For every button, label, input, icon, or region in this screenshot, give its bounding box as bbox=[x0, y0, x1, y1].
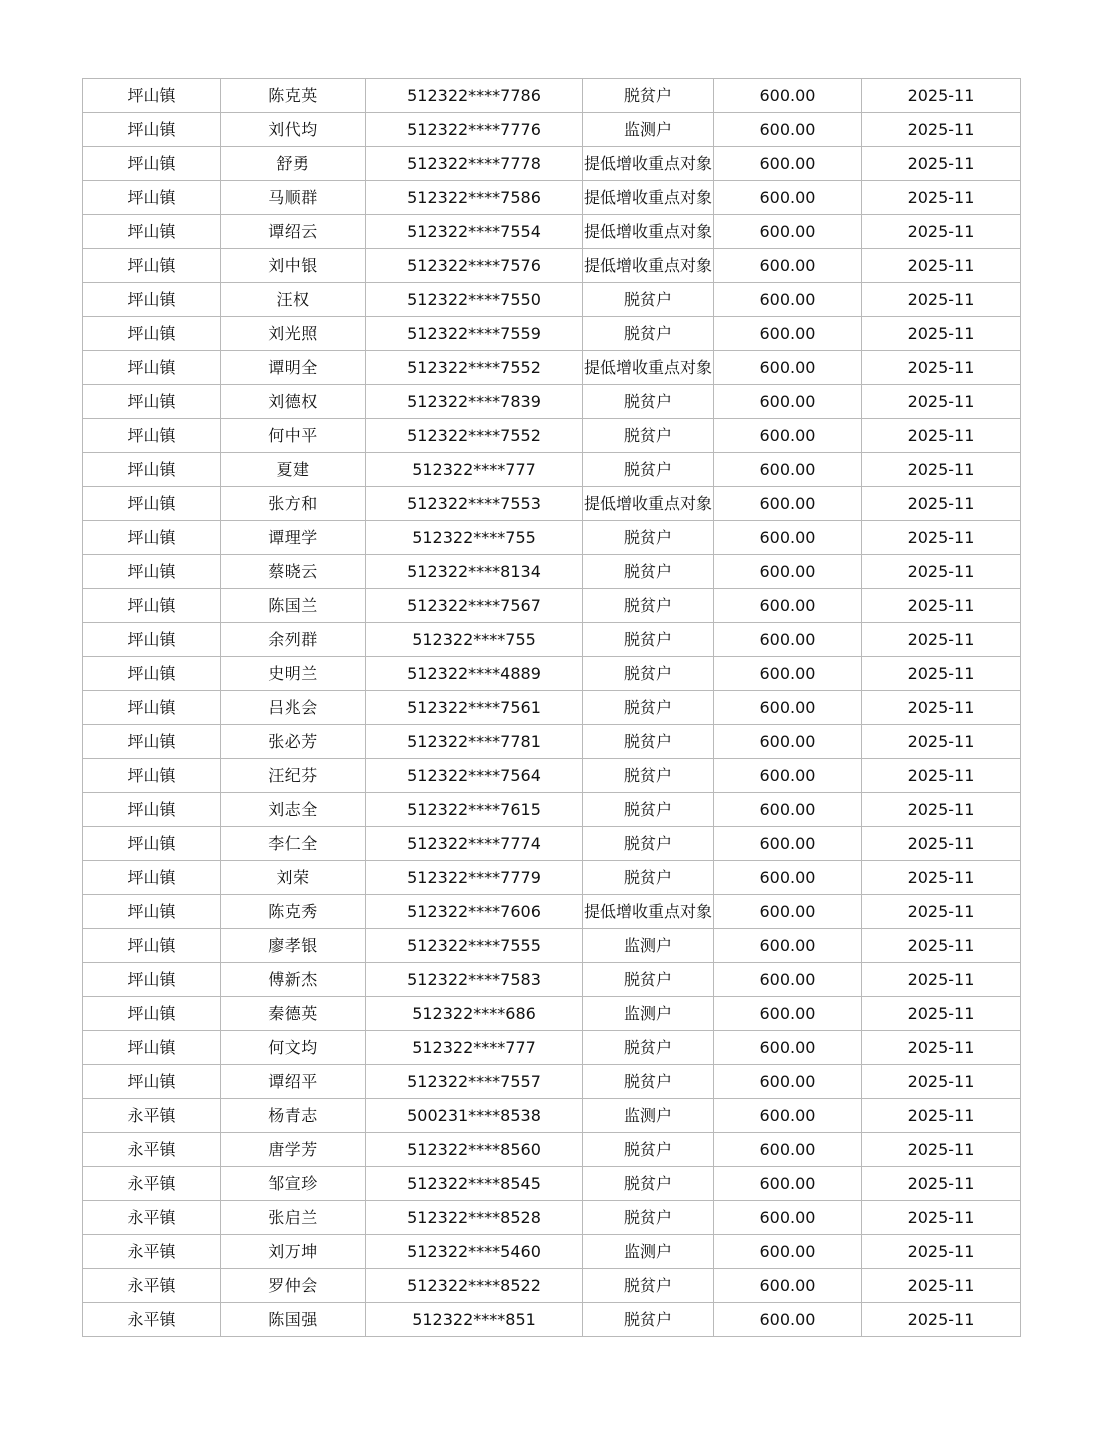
amount-cell: 600.00 bbox=[714, 759, 862, 793]
name-cell: 汪纪芬 bbox=[221, 759, 366, 793]
name-cell: 马顺群 bbox=[221, 181, 366, 215]
id-number-cell: 512322****777 bbox=[366, 453, 583, 487]
amount-cell: 600.00 bbox=[714, 1133, 862, 1167]
amount-cell: 600.00 bbox=[714, 147, 862, 181]
town-cell: 坪山镇 bbox=[83, 793, 221, 827]
name-cell: 汪权 bbox=[221, 283, 366, 317]
household-type-cell: 脱贫户 bbox=[583, 1303, 714, 1337]
period-cell: 2025-11 bbox=[862, 521, 1021, 555]
name-cell: 陈国强 bbox=[221, 1303, 366, 1337]
name-cell: 谭明全 bbox=[221, 351, 366, 385]
table-row bbox=[83, 215, 1021, 249]
amount-cell: 600.00 bbox=[714, 521, 862, 555]
period-cell: 2025-11 bbox=[862, 1031, 1021, 1065]
household-type-cell: 脱贫户 bbox=[583, 1133, 714, 1167]
amount-cell: 600.00 bbox=[714, 895, 862, 929]
amount-cell: 600.00 bbox=[714, 351, 862, 385]
id-number-cell: 512322****7564 bbox=[366, 759, 583, 793]
amount-cell: 600.00 bbox=[714, 1031, 862, 1065]
town-cell: 永平镇 bbox=[83, 1235, 221, 1269]
household-type-cell: 脱贫户 bbox=[583, 1031, 714, 1065]
name-cell: 邹宣珍 bbox=[221, 1167, 366, 1201]
period-cell: 2025-11 bbox=[862, 147, 1021, 181]
period-cell: 2025-11 bbox=[862, 1167, 1021, 1201]
name-cell: 罗仲会 bbox=[221, 1269, 366, 1303]
table-row bbox=[83, 589, 1021, 623]
name-cell: 谭理学 bbox=[221, 521, 366, 555]
table-row bbox=[83, 963, 1021, 997]
id-number-cell: 512322****7561 bbox=[366, 691, 583, 725]
period-cell: 2025-11 bbox=[862, 1201, 1021, 1235]
id-number-cell: 512322****7553 bbox=[366, 487, 583, 521]
period-cell: 2025-11 bbox=[862, 215, 1021, 249]
name-cell: 吕兆会 bbox=[221, 691, 366, 725]
amount-cell: 600.00 bbox=[714, 1099, 862, 1133]
amount-cell: 600.00 bbox=[714, 997, 862, 1031]
town-cell: 坪山镇 bbox=[83, 453, 221, 487]
amount-cell: 600.00 bbox=[714, 1201, 862, 1235]
household-type-cell: 脱贫户 bbox=[583, 1167, 714, 1201]
table-row bbox=[83, 725, 1021, 759]
id-number-cell: 512322****7776 bbox=[366, 113, 583, 147]
amount-cell: 600.00 bbox=[714, 385, 862, 419]
period-cell: 2025-11 bbox=[862, 827, 1021, 861]
table-row bbox=[83, 1065, 1021, 1099]
household-type-cell: 脱贫户 bbox=[583, 1201, 714, 1235]
table-row bbox=[83, 1031, 1021, 1065]
id-number-cell: 512322****8134 bbox=[366, 555, 583, 589]
table-row bbox=[83, 827, 1021, 861]
town-cell: 坪山镇 bbox=[83, 691, 221, 725]
amount-cell: 600.00 bbox=[714, 79, 862, 113]
name-cell: 杨青志 bbox=[221, 1099, 366, 1133]
id-number-cell: 512322****686 bbox=[366, 997, 583, 1031]
table-row bbox=[83, 1133, 1021, 1167]
table-row bbox=[83, 793, 1021, 827]
name-cell: 蔡晓云 bbox=[221, 555, 366, 589]
household-type-cell: 脱贫户 bbox=[583, 861, 714, 895]
table-row bbox=[83, 283, 1021, 317]
table-row bbox=[83, 929, 1021, 963]
town-cell: 坪山镇 bbox=[83, 351, 221, 385]
period-cell: 2025-11 bbox=[862, 623, 1021, 657]
town-cell: 坪山镇 bbox=[83, 963, 221, 997]
town-cell: 坪山镇 bbox=[83, 827, 221, 861]
table-row bbox=[83, 623, 1021, 657]
id-number-cell: 512322****7550 bbox=[366, 283, 583, 317]
amount-cell: 600.00 bbox=[714, 691, 862, 725]
id-number-cell: 512322****7559 bbox=[366, 317, 583, 351]
period-cell: 2025-11 bbox=[862, 861, 1021, 895]
id-number-cell: 512322****7586 bbox=[366, 181, 583, 215]
household-type-cell: 脱贫户 bbox=[583, 657, 714, 691]
period-cell: 2025-11 bbox=[862, 419, 1021, 453]
amount-cell: 600.00 bbox=[714, 113, 862, 147]
id-number-cell: 512322****8528 bbox=[366, 1201, 583, 1235]
amount-cell: 600.00 bbox=[714, 589, 862, 623]
household-type-cell: 监测户 bbox=[583, 113, 714, 147]
town-cell: 坪山镇 bbox=[83, 385, 221, 419]
town-cell: 坪山镇 bbox=[83, 419, 221, 453]
amount-cell: 600.00 bbox=[714, 1269, 862, 1303]
town-cell: 坪山镇 bbox=[83, 657, 221, 691]
name-cell: 谭绍云 bbox=[221, 215, 366, 249]
town-cell: 坪山镇 bbox=[83, 147, 221, 181]
amount-cell: 600.00 bbox=[714, 827, 862, 861]
id-number-cell: 512322****777 bbox=[366, 1031, 583, 1065]
name-cell: 刘光照 bbox=[221, 317, 366, 351]
name-cell: 刘中银 bbox=[221, 249, 366, 283]
town-cell: 永平镇 bbox=[83, 1099, 221, 1133]
name-cell: 刘万坤 bbox=[221, 1235, 366, 1269]
table-row bbox=[83, 249, 1021, 283]
amount-cell: 600.00 bbox=[714, 419, 862, 453]
household-type-cell: 脱贫户 bbox=[583, 317, 714, 351]
id-number-cell: 512322****7774 bbox=[366, 827, 583, 861]
period-cell: 2025-11 bbox=[862, 1133, 1021, 1167]
table-row bbox=[83, 1099, 1021, 1133]
household-type-cell: 脱贫户 bbox=[583, 79, 714, 113]
town-cell: 坪山镇 bbox=[83, 861, 221, 895]
id-number-cell: 512322****5460 bbox=[366, 1235, 583, 1269]
household-type-cell: 脱贫户 bbox=[583, 385, 714, 419]
town-cell: 坪山镇 bbox=[83, 79, 221, 113]
period-cell: 2025-11 bbox=[862, 79, 1021, 113]
town-cell: 坪山镇 bbox=[83, 725, 221, 759]
id-number-cell: 512322****755 bbox=[366, 521, 583, 555]
name-cell: 陈克秀 bbox=[221, 895, 366, 929]
period-cell: 2025-11 bbox=[862, 793, 1021, 827]
table-row bbox=[83, 1235, 1021, 1269]
period-cell: 2025-11 bbox=[862, 759, 1021, 793]
amount-cell: 600.00 bbox=[714, 249, 862, 283]
town-cell: 永平镇 bbox=[83, 1133, 221, 1167]
table-row bbox=[83, 351, 1021, 385]
period-cell: 2025-11 bbox=[862, 555, 1021, 589]
name-cell: 余列群 bbox=[221, 623, 366, 657]
table-row bbox=[83, 1303, 1021, 1337]
household-type-cell: 提低增收重点对象 bbox=[583, 215, 714, 249]
household-type-cell: 脱贫户 bbox=[583, 725, 714, 759]
table-row bbox=[83, 317, 1021, 351]
town-cell: 坪山镇 bbox=[83, 487, 221, 521]
id-number-cell: 512322****7779 bbox=[366, 861, 583, 895]
table-row bbox=[83, 181, 1021, 215]
amount-cell: 600.00 bbox=[714, 283, 862, 317]
name-cell: 唐学芳 bbox=[221, 1133, 366, 1167]
id-number-cell: 512322****8545 bbox=[366, 1167, 583, 1201]
name-cell: 刘荣 bbox=[221, 861, 366, 895]
id-number-cell: 512322****7583 bbox=[366, 963, 583, 997]
name-cell: 舒勇 bbox=[221, 147, 366, 181]
household-type-cell: 脱贫户 bbox=[583, 419, 714, 453]
table-row bbox=[83, 453, 1021, 487]
period-cell: 2025-11 bbox=[862, 1099, 1021, 1133]
period-cell: 2025-11 bbox=[862, 385, 1021, 419]
household-type-cell: 提低增收重点对象 bbox=[583, 181, 714, 215]
table-row bbox=[83, 147, 1021, 181]
period-cell: 2025-11 bbox=[862, 895, 1021, 929]
name-cell: 张启兰 bbox=[221, 1201, 366, 1235]
amount-cell: 600.00 bbox=[714, 861, 862, 895]
town-cell: 坪山镇 bbox=[83, 1065, 221, 1099]
household-type-cell: 监测户 bbox=[583, 1235, 714, 1269]
table-row bbox=[83, 521, 1021, 555]
amount-cell: 600.00 bbox=[714, 793, 862, 827]
town-cell: 坪山镇 bbox=[83, 1031, 221, 1065]
id-number-cell: 512322****8522 bbox=[366, 1269, 583, 1303]
id-number-cell: 512322****7554 bbox=[366, 215, 583, 249]
amount-cell: 600.00 bbox=[714, 215, 862, 249]
town-cell: 坪山镇 bbox=[83, 215, 221, 249]
household-type-cell: 脱贫户 bbox=[583, 521, 714, 555]
id-number-cell: 512322****7576 bbox=[366, 249, 583, 283]
town-cell: 永平镇 bbox=[83, 1201, 221, 1235]
period-cell: 2025-11 bbox=[862, 317, 1021, 351]
period-cell: 2025-11 bbox=[862, 351, 1021, 385]
name-cell: 何文均 bbox=[221, 1031, 366, 1065]
name-cell: 廖孝银 bbox=[221, 929, 366, 963]
name-cell: 何中平 bbox=[221, 419, 366, 453]
amount-cell: 600.00 bbox=[714, 453, 862, 487]
period-cell: 2025-11 bbox=[862, 589, 1021, 623]
table-row bbox=[83, 385, 1021, 419]
amount-cell: 600.00 bbox=[714, 181, 862, 215]
period-cell: 2025-11 bbox=[862, 1303, 1021, 1337]
id-number-cell: 512322****851 bbox=[366, 1303, 583, 1337]
town-cell: 坪山镇 bbox=[83, 589, 221, 623]
id-number-cell: 512322****7786 bbox=[366, 79, 583, 113]
id-number-cell: 512322****4889 bbox=[366, 657, 583, 691]
amount-cell: 600.00 bbox=[714, 1303, 862, 1337]
name-cell: 张方和 bbox=[221, 487, 366, 521]
household-type-cell: 监测户 bbox=[583, 1099, 714, 1133]
household-type-cell: 脱贫户 bbox=[583, 589, 714, 623]
period-cell: 2025-11 bbox=[862, 657, 1021, 691]
id-number-cell: 512322****7781 bbox=[366, 725, 583, 759]
period-cell: 2025-11 bbox=[862, 1065, 1021, 1099]
id-number-cell: 512322****7555 bbox=[366, 929, 583, 963]
amount-cell: 600.00 bbox=[714, 487, 862, 521]
amount-cell: 600.00 bbox=[714, 1235, 862, 1269]
amount-cell: 600.00 bbox=[714, 657, 862, 691]
id-number-cell: 512322****7567 bbox=[366, 589, 583, 623]
period-cell: 2025-11 bbox=[862, 113, 1021, 147]
period-cell: 2025-11 bbox=[862, 1269, 1021, 1303]
household-type-cell: 脱贫户 bbox=[583, 453, 714, 487]
table-row bbox=[83, 79, 1021, 113]
name-cell: 刘志全 bbox=[221, 793, 366, 827]
amount-cell: 600.00 bbox=[714, 623, 862, 657]
period-cell: 2025-11 bbox=[862, 453, 1021, 487]
town-cell: 永平镇 bbox=[83, 1269, 221, 1303]
name-cell: 刘德权 bbox=[221, 385, 366, 419]
period-cell: 2025-11 bbox=[862, 181, 1021, 215]
town-cell: 坪山镇 bbox=[83, 521, 221, 555]
id-number-cell: 512322****7552 bbox=[366, 419, 583, 453]
table-row bbox=[83, 759, 1021, 793]
town-cell: 坪山镇 bbox=[83, 317, 221, 351]
town-cell: 坪山镇 bbox=[83, 759, 221, 793]
id-number-cell: 512322****7557 bbox=[366, 1065, 583, 1099]
subsidy-table bbox=[82, 78, 1021, 1337]
table-row bbox=[83, 657, 1021, 691]
table-row bbox=[83, 861, 1021, 895]
household-type-cell: 脱贫户 bbox=[583, 1065, 714, 1099]
town-cell: 坪山镇 bbox=[83, 623, 221, 657]
table-row bbox=[83, 997, 1021, 1031]
name-cell: 夏建 bbox=[221, 453, 366, 487]
period-cell: 2025-11 bbox=[862, 691, 1021, 725]
name-cell: 李仁全 bbox=[221, 827, 366, 861]
name-cell: 陈国兰 bbox=[221, 589, 366, 623]
town-cell: 坪山镇 bbox=[83, 997, 221, 1031]
town-cell: 坪山镇 bbox=[83, 249, 221, 283]
table-row bbox=[83, 487, 1021, 521]
town-cell: 永平镇 bbox=[83, 1167, 221, 1201]
household-type-cell: 脱贫户 bbox=[583, 283, 714, 317]
town-cell: 坪山镇 bbox=[83, 895, 221, 929]
household-type-cell: 脱贫户 bbox=[583, 759, 714, 793]
id-number-cell: 512322****7606 bbox=[366, 895, 583, 929]
amount-cell: 600.00 bbox=[714, 317, 862, 351]
period-cell: 2025-11 bbox=[862, 249, 1021, 283]
household-type-cell: 脱贫户 bbox=[583, 793, 714, 827]
amount-cell: 600.00 bbox=[714, 963, 862, 997]
household-type-cell: 脱贫户 bbox=[583, 623, 714, 657]
household-type-cell: 脱贫户 bbox=[583, 1269, 714, 1303]
id-number-cell: 512322****7552 bbox=[366, 351, 583, 385]
id-number-cell: 512322****8560 bbox=[366, 1133, 583, 1167]
name-cell: 刘代均 bbox=[221, 113, 366, 147]
table-row bbox=[83, 1201, 1021, 1235]
amount-cell: 600.00 bbox=[714, 929, 862, 963]
town-cell: 永平镇 bbox=[83, 1303, 221, 1337]
table-body bbox=[83, 79, 1021, 1337]
id-number-cell: 500231****8538 bbox=[366, 1099, 583, 1133]
amount-cell: 600.00 bbox=[714, 725, 862, 759]
id-number-cell: 512322****755 bbox=[366, 623, 583, 657]
period-cell: 2025-11 bbox=[862, 725, 1021, 759]
period-cell: 2025-11 bbox=[862, 1235, 1021, 1269]
household-type-cell: 提低增收重点对象 bbox=[583, 487, 714, 521]
town-cell: 坪山镇 bbox=[83, 283, 221, 317]
household-type-cell: 提低增收重点对象 bbox=[583, 895, 714, 929]
household-type-cell: 提低增收重点对象 bbox=[583, 249, 714, 283]
table-row bbox=[83, 1167, 1021, 1201]
amount-cell: 600.00 bbox=[714, 1167, 862, 1201]
period-cell: 2025-11 bbox=[862, 997, 1021, 1031]
name-cell: 陈克英 bbox=[221, 79, 366, 113]
table-row bbox=[83, 1269, 1021, 1303]
household-type-cell: 提低增收重点对象 bbox=[583, 351, 714, 385]
household-type-cell: 提低增收重点对象 bbox=[583, 147, 714, 181]
amount-cell: 600.00 bbox=[714, 1065, 862, 1099]
household-type-cell: 监测户 bbox=[583, 997, 714, 1031]
name-cell: 谭绍平 bbox=[221, 1065, 366, 1099]
town-cell: 坪山镇 bbox=[83, 113, 221, 147]
name-cell: 史明兰 bbox=[221, 657, 366, 691]
id-number-cell: 512322****7615 bbox=[366, 793, 583, 827]
town-cell: 坪山镇 bbox=[83, 555, 221, 589]
household-type-cell: 脱贫户 bbox=[583, 963, 714, 997]
name-cell: 张必芳 bbox=[221, 725, 366, 759]
period-cell: 2025-11 bbox=[862, 929, 1021, 963]
period-cell: 2025-11 bbox=[862, 283, 1021, 317]
table-row bbox=[83, 691, 1021, 725]
id-number-cell: 512322****7839 bbox=[366, 385, 583, 419]
household-type-cell: 监测户 bbox=[583, 929, 714, 963]
household-type-cell: 脱贫户 bbox=[583, 555, 714, 589]
id-number-cell: 512322****7778 bbox=[366, 147, 583, 181]
table-row bbox=[83, 419, 1021, 453]
name-cell: 傅新杰 bbox=[221, 963, 366, 997]
period-cell: 2025-11 bbox=[862, 487, 1021, 521]
household-type-cell: 脱贫户 bbox=[583, 691, 714, 725]
household-type-cell: 脱贫户 bbox=[583, 827, 714, 861]
table-row bbox=[83, 113, 1021, 147]
table-row bbox=[83, 895, 1021, 929]
period-cell: 2025-11 bbox=[862, 963, 1021, 997]
town-cell: 坪山镇 bbox=[83, 181, 221, 215]
town-cell: 坪山镇 bbox=[83, 929, 221, 963]
table-row bbox=[83, 555, 1021, 589]
amount-cell: 600.00 bbox=[714, 555, 862, 589]
name-cell: 秦德英 bbox=[221, 997, 366, 1031]
